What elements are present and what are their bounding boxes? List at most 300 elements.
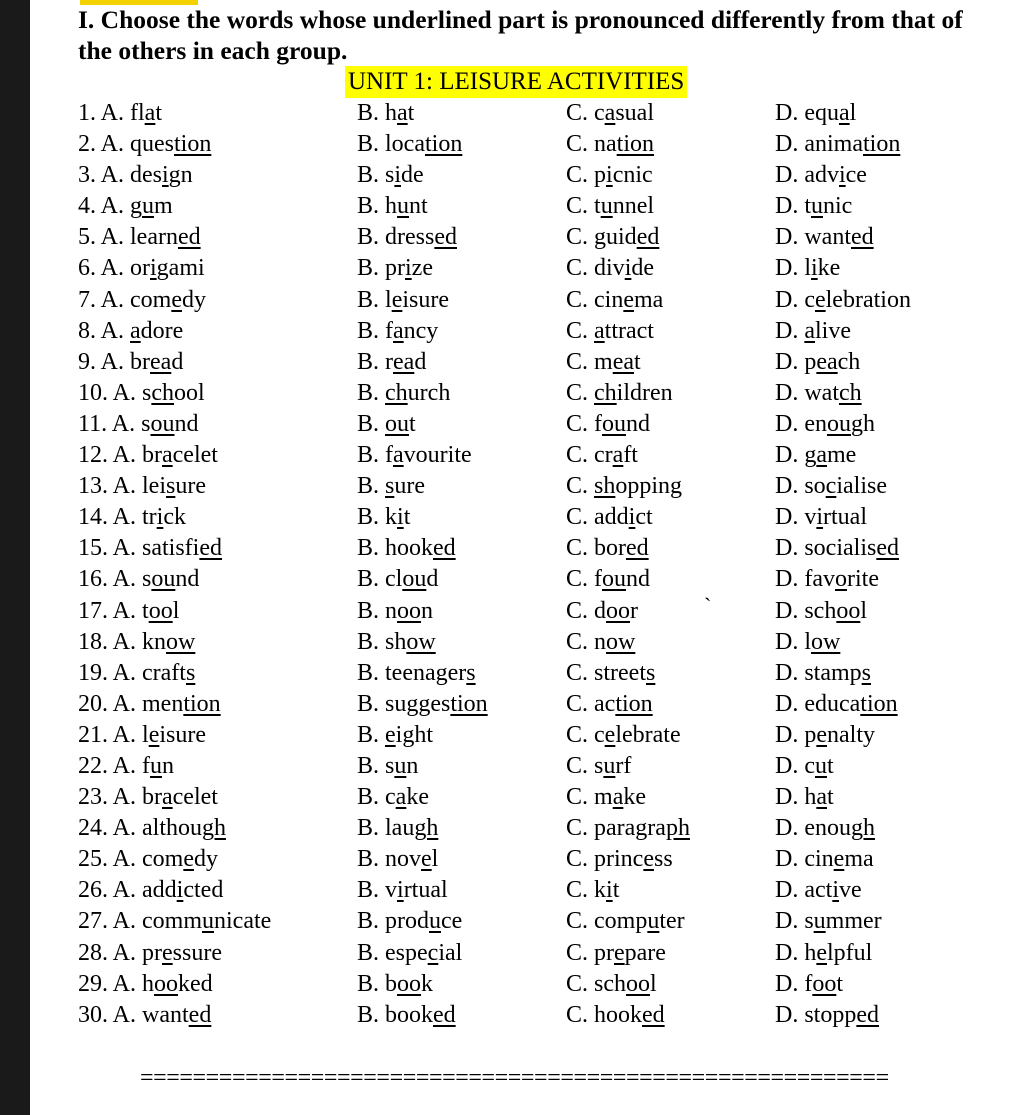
underlined-part: o xyxy=(834,566,847,593)
underlined-part: i xyxy=(405,255,412,282)
word-part: ialise xyxy=(836,473,887,500)
option-c xyxy=(566,502,653,533)
word-part: ct xyxy=(635,504,653,531)
underlined-part: ou xyxy=(602,566,626,593)
word-part: 16. A. s xyxy=(78,566,152,593)
underlined-part: u xyxy=(394,752,407,779)
underlined-part: ed xyxy=(433,1001,456,1028)
word-part: 22. A. f xyxy=(78,752,150,779)
option-b xyxy=(357,316,438,347)
word-part: D. wat xyxy=(775,379,839,406)
option-c xyxy=(566,253,654,284)
underlined-part: ed xyxy=(433,535,456,562)
option-b xyxy=(357,627,436,658)
word-part: D. f xyxy=(775,970,813,997)
underlined-part: ed xyxy=(177,224,201,251)
word-part: d xyxy=(414,348,427,375)
underlined-part: ou xyxy=(385,410,410,437)
word-part: B. c xyxy=(357,784,396,811)
worksheet-page xyxy=(30,0,1024,1115)
option-d xyxy=(775,533,899,564)
word-part: C. xyxy=(566,379,595,406)
underlined-part: ea xyxy=(393,348,415,375)
option-a xyxy=(78,938,222,969)
word-part: t xyxy=(409,410,416,437)
option-c xyxy=(566,222,659,253)
word-part: C. s xyxy=(566,752,604,779)
word-part: 4. A. g xyxy=(78,193,143,220)
option-a xyxy=(78,782,218,813)
word-part: d xyxy=(171,348,184,375)
word-part: B. espe xyxy=(357,939,428,966)
option-a xyxy=(78,658,195,689)
underlined-part: tion xyxy=(615,690,653,717)
underlined-part: a xyxy=(604,100,616,126)
underlined-part: ea xyxy=(150,348,172,375)
option-d xyxy=(775,689,898,720)
word-part: C. guid xyxy=(566,224,637,251)
underlined-part: ow xyxy=(166,628,196,655)
option-d xyxy=(775,844,874,875)
word-part: isure xyxy=(159,721,206,748)
word-part: B. hook xyxy=(357,535,434,562)
word-part: ch xyxy=(837,348,861,375)
word-part: 24. A. althou xyxy=(78,815,202,842)
option-a xyxy=(78,596,179,627)
option-d xyxy=(775,191,852,222)
option-b xyxy=(357,471,425,502)
word-part: C. c xyxy=(566,721,605,748)
option-c xyxy=(566,906,685,937)
option-d xyxy=(775,409,875,440)
underlined-part: e xyxy=(148,721,160,748)
underlined-part: ed xyxy=(642,1001,665,1028)
word-part: B. sh xyxy=(357,628,407,655)
option-c xyxy=(566,98,654,129)
underlined-part: ou xyxy=(150,410,175,437)
word-part: vourite xyxy=(403,442,472,469)
underlined-part: a xyxy=(130,317,141,344)
instruction-text: I. Choose the words whose underlined part is pronounced differently from that of the others in each group. xyxy=(78,5,963,65)
underlined-part: a xyxy=(594,317,605,344)
word-part: B. l xyxy=(357,286,392,313)
option-c xyxy=(566,969,657,1000)
word-part: t xyxy=(612,877,620,904)
option-c xyxy=(566,191,654,222)
word-part: 11. A. s xyxy=(78,410,151,437)
word-part: t xyxy=(836,970,843,997)
word-part: rtual xyxy=(403,877,448,904)
word-part: nalty xyxy=(827,721,875,748)
option-d xyxy=(775,471,887,502)
word-part: ter xyxy=(659,908,685,935)
underlined-part: u xyxy=(814,752,827,779)
underlined-part: a xyxy=(804,317,815,344)
word-part: cnic xyxy=(612,162,653,189)
underlined-part: a xyxy=(612,784,624,811)
option-b xyxy=(357,253,433,284)
option-b xyxy=(357,969,433,1000)
underlined-part: i xyxy=(394,162,402,189)
word-part: nd xyxy=(626,566,650,593)
word-part: C. street xyxy=(566,659,646,686)
underlined-part: ed xyxy=(434,224,457,251)
word-part: l xyxy=(650,970,657,997)
underlined-part: u xyxy=(429,908,441,935)
word-part: rf xyxy=(615,752,632,779)
word-part: B. lau xyxy=(357,815,415,842)
word-part: ma xyxy=(633,286,664,313)
underlined-part: a xyxy=(144,100,156,126)
word-part: C. bor xyxy=(566,535,626,562)
option-b xyxy=(357,689,488,720)
option-c xyxy=(566,1000,665,1031)
word-part: ildren xyxy=(616,379,673,406)
word-part: live xyxy=(815,317,851,344)
underlined-part: s xyxy=(861,659,872,686)
word-part: ma xyxy=(844,846,874,873)
word-part: gh xyxy=(850,410,875,437)
underlined-part: sh xyxy=(594,473,616,500)
word-part: D. p xyxy=(775,721,817,748)
option-b xyxy=(357,1000,456,1031)
word-part: ve xyxy=(838,877,862,904)
option-b xyxy=(357,160,424,191)
word-part: ck xyxy=(163,504,186,531)
word-part: D. want xyxy=(775,224,851,251)
option-a xyxy=(78,844,218,875)
underlined-part: ou xyxy=(602,410,626,437)
word-part: 30. A. want xyxy=(78,1001,189,1028)
option-a xyxy=(78,720,206,751)
option-c xyxy=(566,813,690,844)
underlined-part: ou xyxy=(826,410,851,437)
word-part: B. v xyxy=(357,877,398,904)
option-c xyxy=(566,440,638,471)
option-b xyxy=(357,285,449,316)
word-part: t xyxy=(403,504,411,531)
word-part: r xyxy=(630,597,639,624)
word-part: lebration xyxy=(825,286,911,313)
word-part: 15. A. satisfi xyxy=(78,535,200,562)
option-c xyxy=(566,409,650,440)
option-d xyxy=(775,627,840,658)
underlined-part: u xyxy=(142,193,155,220)
word-part: l xyxy=(431,846,439,873)
underlined-part: u xyxy=(150,752,162,779)
underlined-part: i xyxy=(176,877,184,904)
word-part: B. loca xyxy=(357,131,425,158)
word-part: ked xyxy=(178,970,213,997)
option-b xyxy=(357,844,438,875)
option-c xyxy=(566,596,638,627)
option-b xyxy=(357,409,416,440)
option-d xyxy=(775,160,867,191)
word-part: ft xyxy=(623,442,638,469)
word-part: l xyxy=(860,597,867,624)
word-part: C. cr xyxy=(566,442,613,469)
word-part: ncy xyxy=(403,317,439,344)
word-part: B. xyxy=(357,721,386,748)
option-a xyxy=(78,502,186,533)
underlined-part: gh xyxy=(850,815,875,842)
underlined-part: a xyxy=(162,784,173,811)
underlined-part: i xyxy=(832,877,839,904)
option-d xyxy=(775,782,834,813)
underlined-part: oo xyxy=(397,970,422,997)
word-part: isure xyxy=(402,286,449,313)
word-part: ial xyxy=(438,939,463,966)
underlined-part: a xyxy=(816,442,827,469)
word-part: ke xyxy=(623,784,646,811)
underlined-part: gh xyxy=(202,815,226,842)
word-part: B. k xyxy=(357,504,398,531)
underlined-part: tion xyxy=(183,690,221,717)
word-part: 17. A. t xyxy=(78,597,149,624)
option-a xyxy=(78,191,173,222)
word-part: C. m xyxy=(566,784,613,811)
word-part: D. h xyxy=(775,784,817,811)
word-part: B. h xyxy=(357,100,398,126)
word-part: 1. A. fl xyxy=(78,100,145,126)
word-part: 14. A. tr xyxy=(78,504,157,531)
word-part: 18. A. kn xyxy=(78,628,167,655)
word-part: 6. A. or xyxy=(78,255,150,282)
underlined-part: i xyxy=(397,877,404,904)
underlined-part: ch xyxy=(838,379,862,406)
word-part: C. add xyxy=(566,504,629,531)
word-part: D. enou xyxy=(775,815,851,842)
word-part: ce xyxy=(441,908,463,935)
option-b xyxy=(357,813,438,844)
underlined-part: e xyxy=(833,846,845,873)
option-d xyxy=(775,316,851,347)
word-part: ure xyxy=(394,473,426,500)
word-part: B. pr xyxy=(357,255,405,282)
word-part: n xyxy=(421,597,434,624)
word-part: 10. A. s xyxy=(78,379,152,406)
option-a xyxy=(78,906,271,937)
underlined-part: u xyxy=(603,752,616,779)
underlined-part: ph xyxy=(665,815,690,842)
option-c xyxy=(566,782,646,813)
underlined-part: oo xyxy=(154,970,179,997)
word-part: t xyxy=(827,784,834,811)
word-part: rite xyxy=(846,566,879,593)
underlined-part: u xyxy=(647,908,660,935)
underlined-part: u xyxy=(811,193,823,220)
underlined-part: tion xyxy=(450,690,488,717)
underlined-part: i xyxy=(162,162,169,189)
word-part: C. ac xyxy=(566,690,616,717)
option-b xyxy=(357,938,462,969)
underlined-part: ow xyxy=(811,628,841,655)
option-c xyxy=(566,160,653,191)
option-c xyxy=(566,533,649,564)
underlined-part: u xyxy=(202,908,214,935)
word-part: l xyxy=(849,100,857,126)
word-part: 20. A. men xyxy=(78,690,184,717)
option-a xyxy=(78,98,162,129)
word-part: t xyxy=(826,752,834,779)
underlined-part: ed xyxy=(199,535,222,562)
option-b xyxy=(357,502,410,533)
underlined-part: i xyxy=(628,504,636,531)
underlined-part: i xyxy=(811,255,818,282)
option-a xyxy=(78,533,222,564)
word-part: rtual xyxy=(823,504,867,531)
underlined-part: ed xyxy=(626,535,649,562)
word-part: 9. A. br xyxy=(78,348,150,375)
word-part: B. teenager xyxy=(357,659,467,686)
word-part: sual xyxy=(615,100,654,126)
option-b xyxy=(357,440,472,471)
option-c xyxy=(566,627,635,658)
option-b xyxy=(357,347,426,378)
underlined-part: ed xyxy=(188,1001,212,1028)
word-part: ool xyxy=(174,379,205,406)
word-part: 8. A. xyxy=(78,317,131,344)
option-b xyxy=(357,658,476,689)
word-part: D. fav xyxy=(775,566,835,593)
option-a xyxy=(78,129,211,160)
word-part: de xyxy=(631,255,655,282)
option-a xyxy=(78,222,201,253)
option-b xyxy=(357,906,462,937)
underlined-part: ch xyxy=(385,379,408,406)
word-part: nnel xyxy=(612,193,655,220)
underlined-part: tion xyxy=(616,131,655,158)
underlined-part: i xyxy=(606,162,613,189)
option-b xyxy=(357,596,433,627)
word-part: nd xyxy=(175,566,200,593)
word-part: dy xyxy=(181,286,206,313)
word-part: ss xyxy=(653,846,673,873)
word-part: C. t xyxy=(566,193,601,220)
underlined-part: e xyxy=(604,721,616,748)
word-part: D. educa xyxy=(775,690,861,717)
word-part: C. m xyxy=(566,348,613,375)
underlined-part: u xyxy=(813,908,826,935)
option-c xyxy=(566,658,655,689)
underlined-part: oo xyxy=(626,970,650,997)
word-part: 7. A. com xyxy=(78,286,172,313)
option-a xyxy=(78,316,183,347)
option-b xyxy=(357,782,429,813)
word-part: D. sch xyxy=(775,597,837,624)
word-part: B. s xyxy=(357,162,395,189)
word-part: D. c xyxy=(775,752,815,779)
word-part: 2. A. ques xyxy=(78,131,174,158)
word-part: B. prod xyxy=(357,908,429,935)
underlined-part: e xyxy=(171,286,182,313)
word-part: D. xyxy=(775,317,805,344)
separator-line: ========================================================= xyxy=(140,1065,889,1091)
option-b xyxy=(357,98,414,129)
underlined-part: e xyxy=(816,939,827,966)
underlined-part: e xyxy=(614,939,625,966)
underlined-part: oo xyxy=(397,597,422,624)
underlined-part: ed xyxy=(636,224,660,251)
underlined-part: i xyxy=(150,255,157,282)
option-a xyxy=(78,347,183,378)
underlined-part: s xyxy=(645,659,656,686)
word-part: 26. A. add xyxy=(78,877,177,904)
word-part: D. p xyxy=(775,348,817,375)
option-a xyxy=(78,875,223,906)
word-part: celet xyxy=(172,784,218,811)
underlined-part: a xyxy=(395,784,407,811)
underlined-part: i xyxy=(838,162,846,189)
underlined-part: tion xyxy=(424,131,463,158)
word-part: B. f xyxy=(357,442,393,469)
underlined-part: ch xyxy=(151,379,175,406)
option-d xyxy=(775,440,856,471)
option-b xyxy=(357,564,438,595)
option-d xyxy=(775,1000,879,1031)
unit-title: UNIT 1: LEISURE ACTIVITIES xyxy=(345,66,687,98)
word-part: B. xyxy=(357,473,386,500)
word-part: B. dress xyxy=(357,224,435,251)
option-d xyxy=(775,98,856,129)
underlined-part: e xyxy=(816,721,827,748)
word-part: B. h xyxy=(357,193,398,220)
word-part: nd xyxy=(174,410,199,437)
underlined-part: tion xyxy=(860,690,898,717)
word-part: D. adv xyxy=(775,162,839,189)
word-part: t xyxy=(634,348,641,375)
underlined-part: c xyxy=(825,473,837,500)
word-part: nic xyxy=(823,193,853,220)
word-part: ze xyxy=(411,255,433,282)
word-part: D. socialis xyxy=(775,535,877,562)
word-part: ke xyxy=(406,784,429,811)
option-d xyxy=(775,564,879,595)
option-a xyxy=(78,471,206,502)
word-part: me xyxy=(827,442,857,469)
underlined-part: oo xyxy=(812,970,837,997)
option-c xyxy=(566,689,653,720)
word-part: D. en xyxy=(775,410,827,437)
option-c xyxy=(566,316,654,347)
option-b xyxy=(357,533,456,564)
underlined-part: e xyxy=(385,721,396,748)
option-d xyxy=(775,938,872,969)
underlined-part: s xyxy=(466,659,476,686)
underlined-part: e xyxy=(183,846,194,873)
word-part: n xyxy=(406,752,419,779)
option-d xyxy=(775,875,862,906)
underlined-part: e xyxy=(391,286,403,313)
underlined-part: tion xyxy=(862,131,901,158)
word-part: 27. A. comm xyxy=(78,908,202,935)
option-b xyxy=(357,129,462,160)
word-part: opping xyxy=(615,473,683,500)
word-part: ke xyxy=(817,255,841,282)
option-a xyxy=(78,160,193,191)
word-part: D. s xyxy=(775,908,814,935)
underlined-part: ou xyxy=(151,566,176,593)
underlined-part: oo xyxy=(836,597,861,624)
option-b xyxy=(357,222,457,253)
word-part: B. sugges xyxy=(357,690,451,717)
option-d xyxy=(775,285,911,316)
word-part: D. stamp xyxy=(775,659,862,686)
underlined-part: s xyxy=(385,473,395,500)
word-part: de xyxy=(401,162,424,189)
word-part: lpful xyxy=(827,939,873,966)
option-c xyxy=(566,471,682,502)
